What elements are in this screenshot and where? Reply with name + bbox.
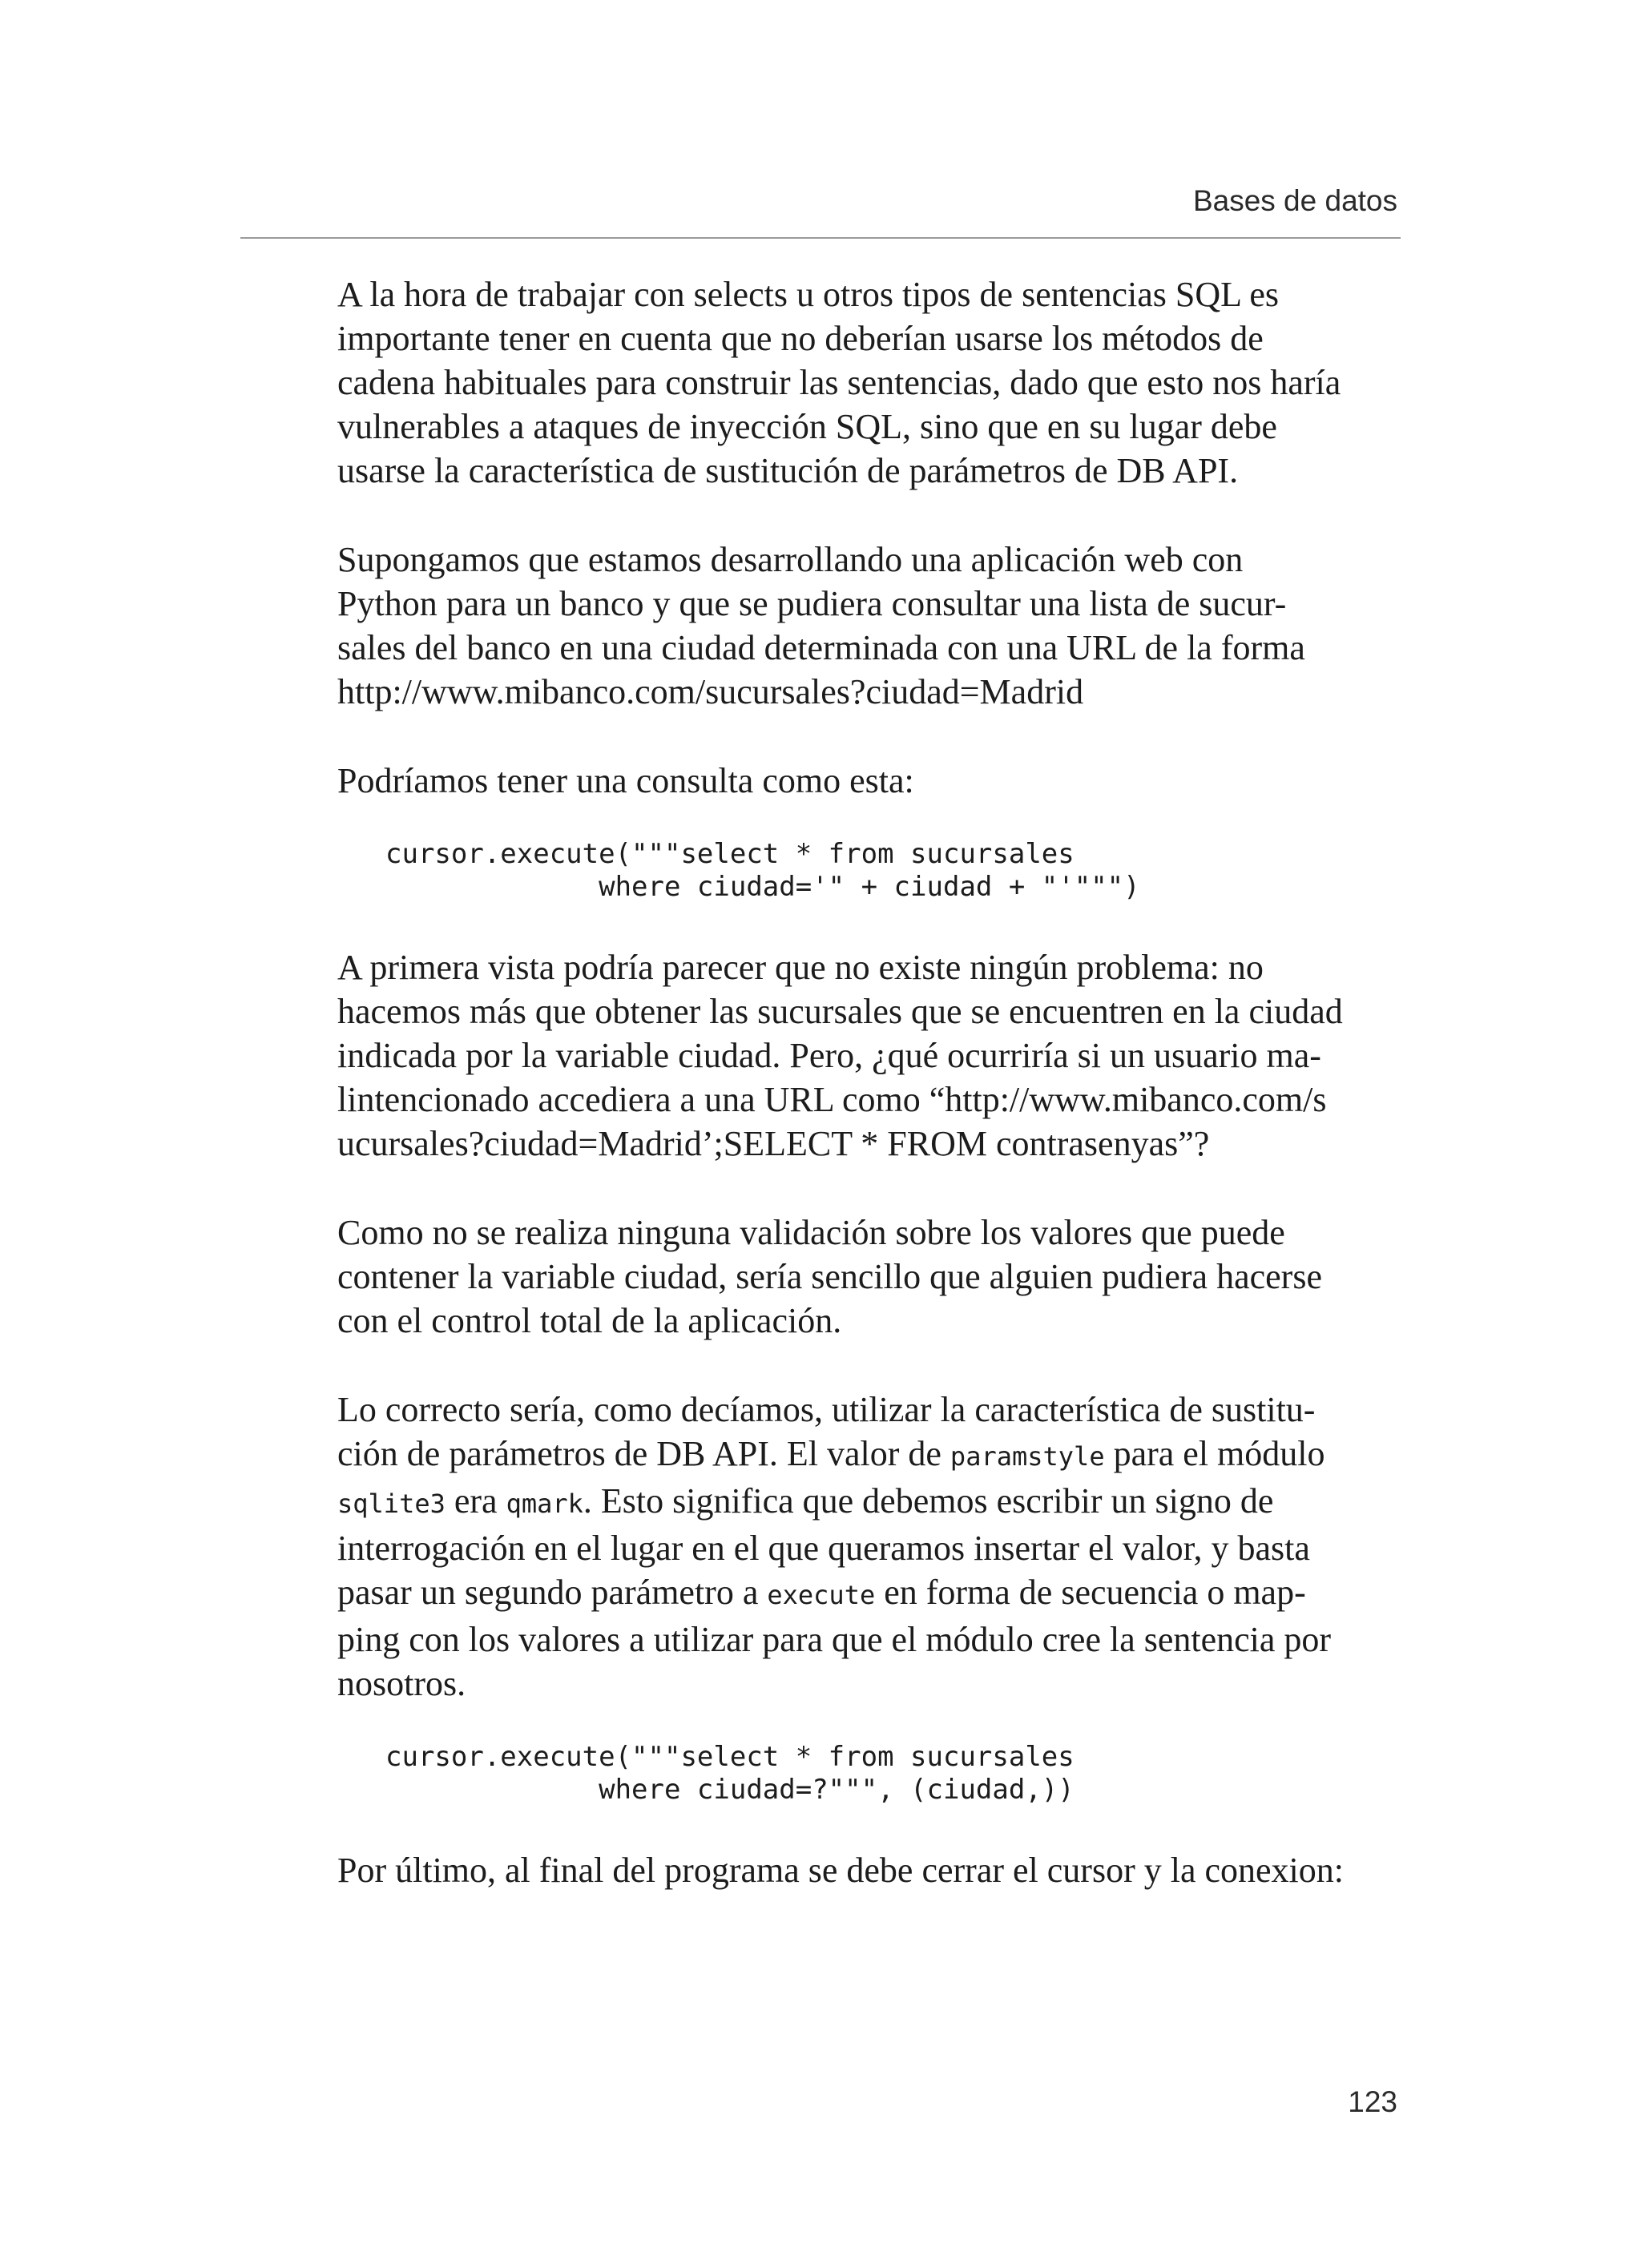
text-line: importante tener en cuenta que no deberían usarse los métodos de [337,319,1264,358]
text-line: sales del banco en una ciudad determinada con una URL de la forma [337,628,1305,667]
text-line: Por último, al final del programa se debe cerrar el cursor y la conexion: [337,1851,1344,1890]
code-block-safe-query [385,1741,1403,1807]
text-line: Lo correcto sería, como decíamos, utilizar la característica de sustitu- [337,1390,1316,1429]
text-line: hacemos más que obtener las sucursales que se encuentren en la ciudad [337,992,1343,1031]
code-line: where ciudad=?""", (ciudad,)) [385,1774,1075,1806]
text-line: usarse la característica de sustitución de parámetros de DB API. [337,451,1239,490]
text-line [337,1479,1403,1526]
text-line: Supongamos que estamos desarrollando una aplicación web con [337,540,1244,579]
paragraph-query-intro [337,759,1403,803]
text-line: Python para un banco y que se pudiera consultar una lista de sucur- [337,584,1287,623]
text-line [337,1570,1403,1617]
inline-code-qmark: qmark [506,1489,583,1519]
text-line: A la hora de trabajar con selects u otros tipos de sentencias SQL es [337,275,1280,314]
paragraph-sql-methods [337,272,1403,493]
text-run: para el módulo [1104,1434,1325,1473]
text-line: ping con los valores a utilizar para que el módulo cree la sentencia por [337,1620,1332,1659]
code-line: where ciudad='" + ciudad + "'""") [385,871,1140,903]
inline-code-paramstyle: paramstyle [950,1441,1105,1472]
text-run: . Esto significa que debemos escribir un signo de [583,1481,1274,1521]
running-head-title: Bases de datos [1192,184,1397,217]
text-run: ción de parámetros de DB API. El valor de [337,1434,950,1473]
code-block-unsafe-query [385,838,1403,904]
text-run: pasar un segundo parámetro a [337,1573,768,1612]
page-number: 123 [1348,2085,1397,2118]
text-line: A primera vista podría parecer que no existe ningún problema: no [337,948,1264,987]
text-line: interrogación en el lugar en el que queramos insertar el valor, y basta [337,1529,1310,1568]
paragraph-close-connection [337,1848,1403,1892]
text-run: en forma de secuencia o map- [875,1573,1306,1612]
inline-code-sqlite3: sqlite3 [337,1489,446,1519]
paragraph-bank-example [337,538,1403,714]
text-line: lintencionado accediera a una URL como “http://www.mibanco.com/s [337,1080,1327,1119]
text-line [337,1432,1403,1479]
text-line: con el control total de la aplicación. [337,1301,842,1340]
inline-code-execute: execute [767,1580,876,1610]
text-line: ucursales?ciudad=Madrid’;SELECT * FROM contrasenyas”? [337,1124,1210,1163]
text-line: contener la variable ciudad, sería sencillo que alguien pudiera hacerse [337,1257,1322,1296]
page-body [337,272,1403,1937]
paragraph-no-validation [337,1211,1403,1343]
text-line: http://www.mibanco.com/sucursales?ciudad=Madrid [337,672,1084,711]
text-line: cadena habituales para construir las sentencias, dado que esto nos haría [337,363,1341,402]
code-line: cursor.execute("""select * from sucursales [385,1741,1075,1773]
text-line: indicada por la variable ciudad. Pero, ¿qué ocurriría si un usuario ma- [337,1036,1321,1075]
paragraph-parameter-substitution [337,1388,1403,1706]
text-line: vulnerables a ataques de inyección SQL, sino que en su lugar debe [337,407,1277,446]
text-line: Como no se realiza ninguna validación sobre los valores que puede [337,1213,1285,1252]
header-divider [240,237,1401,239]
text-line: nosotros. [337,1664,466,1703]
code-line: cursor.execute("""select * from sucursales [385,838,1075,870]
text-run: era [445,1481,506,1521]
paragraph-injection-problem [337,945,1403,1166]
text-line: Podríamos tener una consulta como esta: [337,761,914,800]
